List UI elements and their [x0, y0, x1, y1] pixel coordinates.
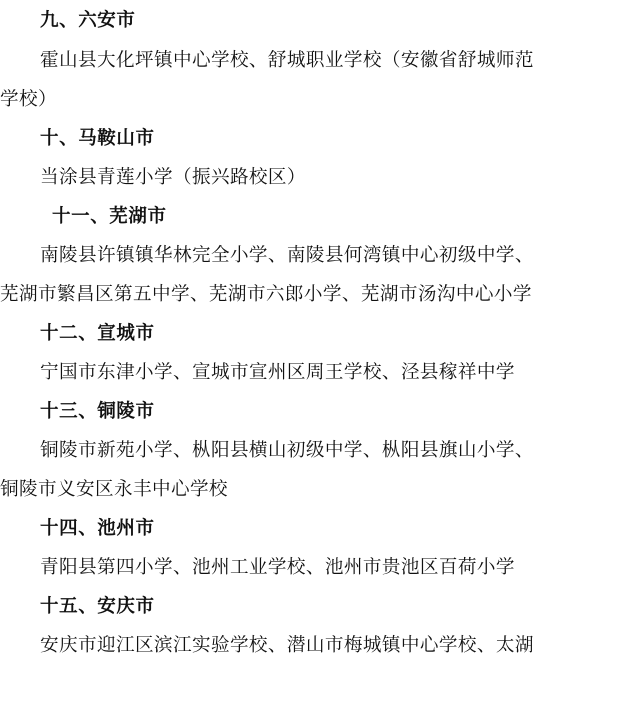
section-text-line: 南陵县许镇镇华林完全小学、南陵县何湾镇中心初级中学、	[40, 245, 534, 266]
section-text-line: 安庆市迎江区滨江实验学校、潜山市梅城镇中心学校、太湖	[40, 635, 534, 656]
section-text-line: 学校）	[0, 89, 57, 110]
section-text-line: 铜陵市新苑小学、枞阳县横山初级中学、枞阳县旗山小学、	[40, 440, 534, 461]
section-text-line: 霍山县大化坪镇中心学校、舒城职业学校（安徽省舒城师范	[40, 50, 534, 71]
section-heading-xuancheng: 十二、宣城市	[40, 323, 155, 344]
section-text-line: 芜湖市繁昌区第五中学、芜湖市六郎小学、芜湖市汤沟中心小学	[0, 284, 532, 305]
section-text-line: 宁国市东津小学、宣城市宣州区周王学校、泾县稼祥中学	[40, 362, 515, 383]
section-heading-maanshan: 十、马鞍山市	[40, 128, 155, 149]
section-heading-tongling: 十三、铜陵市	[40, 401, 155, 422]
section-heading-anqing: 十五、安庆市	[40, 596, 155, 617]
section-heading-liuan: 九、六安市	[40, 10, 136, 31]
section-text-line: 当涂县青莲小学（振兴路校区）	[40, 167, 306, 188]
section-heading-chizhou: 十四、池州市	[40, 518, 155, 539]
section-text-line: 铜陵市义安区永丰中心学校	[0, 479, 228, 500]
section-text-line: 青阳县第四小学、池州工业学校、池州市贵池区百荷小学	[40, 557, 515, 578]
section-heading-wuhu: 十一、芜湖市	[52, 206, 167, 227]
